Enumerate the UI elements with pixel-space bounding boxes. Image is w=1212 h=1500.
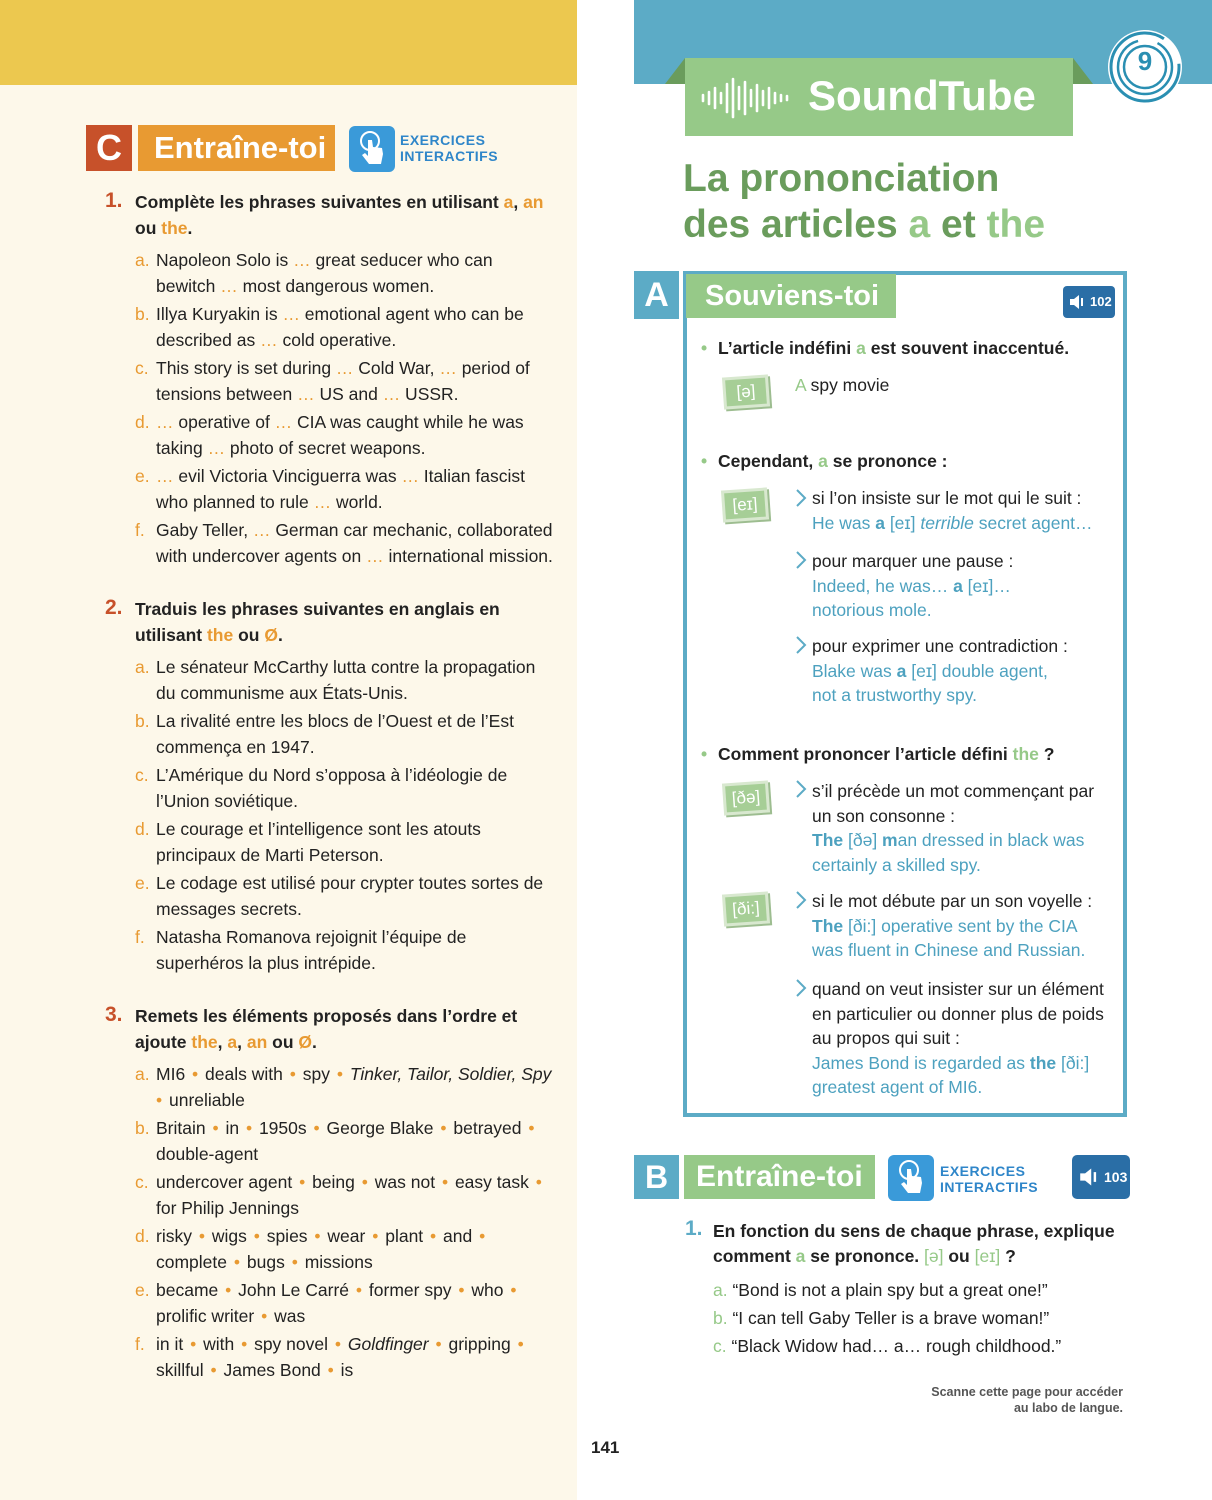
item-letter: b.	[135, 304, 150, 324]
rule-text: si l’on insiste sur le mot qui le suit :	[812, 488, 1082, 508]
badge-line-2: INTERACTIFS	[940, 1179, 1039, 1195]
rule-insist	[812, 486, 1112, 535]
rule-text: quand on veut insister sur un élément en particulier ou donner plus de poids au propos qui suit :	[812, 979, 1104, 1048]
badge-line-1: EXERCICES	[940, 1163, 1026, 1179]
rule-emphasis	[812, 977, 1112, 1100]
left-header-band	[0, 0, 577, 85]
item-text: Napoleon Solo is … great seducer who can bewitch … most dangerous women.	[156, 250, 493, 296]
rule-example: Blake was a [eɪ] double agent,	[812, 660, 1048, 681]
list-item	[135, 655, 555, 706]
list-item	[135, 1170, 555, 1221]
phonetic-tag-the-schwa: [ðə]	[722, 780, 770, 815]
item-text: Le sénateur McCarthy lutta contre la propagation du communisme aux États-Unis.	[156, 657, 536, 703]
item-text: in it • with • spy novel • Goldfinger • gripping • skillful • James Bond • is	[156, 1334, 524, 1380]
left-exercises	[105, 190, 555, 1411]
item-text: … operative of … CIA was caught while he was taking … photo of secret weapons.	[156, 412, 524, 458]
audio-track-102-button[interactable]	[1063, 286, 1115, 318]
exercise-1	[105, 190, 555, 569]
exercise-instruction: Traduis les phrases suivantes en anglais en utilisant the ou Ø.	[135, 599, 500, 645]
item-text: La rivalité entre les blocs de l’Ouest et de l’Est commença en 1947.	[156, 711, 514, 757]
ribbon-fold-left	[665, 58, 685, 84]
item-letter: b.	[135, 1118, 150, 1138]
exercise-number: 3.	[105, 1003, 123, 1026]
exercise-instruction: Remets les éléments proposés dans l’ordre et ajoute the, a, an ou Ø.	[135, 1006, 518, 1052]
chevron-right-icon	[795, 489, 807, 507]
audio-track-103-button[interactable]	[1072, 1155, 1130, 1199]
rule-text: pour marquer une pause :	[812, 551, 1014, 571]
exercise-3	[105, 1004, 555, 1383]
bullet-indefinite-article: • L’article indéfini a est souvent inaccentué.	[718, 338, 1069, 359]
item-letter: d.	[135, 412, 150, 432]
speaker-icon	[1079, 1166, 1101, 1188]
audio-track-number: 103	[1104, 1169, 1128, 1185]
interactive-exercises-label[interactable]	[400, 132, 498, 164]
soundwave-icon	[700, 76, 790, 120]
chevron-right-icon	[795, 780, 807, 798]
phonetic-tag-ei: [eɪ]	[721, 487, 769, 522]
rule-example: The [ðə] man dressed in black was	[812, 830, 1085, 850]
item-letter: e.	[135, 1280, 150, 1300]
list-item	[135, 925, 555, 976]
list-item	[135, 1224, 555, 1275]
page-number: 141	[591, 1438, 620, 1457]
phonetic-tag-schwa: [ə]	[722, 374, 770, 409]
rule-text: s’il précède un mot commençant par un son consonne :	[812, 781, 1095, 826]
interactive-exercises-icon[interactable]	[349, 126, 395, 172]
interactive-exercises-label[interactable]	[940, 1163, 1038, 1195]
rule-example-line-2: certainly a skilled spy.	[812, 854, 981, 875]
rule-consonant	[812, 779, 1112, 877]
interactive-exercises-icon[interactable]	[888, 1155, 934, 1201]
bullet-however: • Cependant, a se prononce :	[718, 451, 948, 472]
item-text: Le codage est utilisé pour crypter toutes sortes de messages secrets.	[156, 873, 544, 919]
list-item	[135, 709, 555, 760]
scan-note	[922, 1384, 1123, 1416]
example-a-spy-movie: A spy movie	[795, 375, 890, 395]
audio-track-number: 102	[1090, 294, 1112, 309]
item-letter: f.	[135, 1334, 145, 1354]
section-b-letter: B	[634, 1155, 679, 1199]
phonetic-tag-the-ii: [ði:]	[722, 891, 770, 926]
chevron-right-icon	[795, 979, 807, 997]
exercise-b1-instruction: En fonction du sens de chaque phrase, explique comment a se prononce. [ə] ou [eɪ] ?	[713, 1221, 1115, 1266]
item-text: became • John Le Carré • former spy • who • prolific writer • was	[156, 1280, 517, 1326]
item-letter: a.	[135, 657, 150, 677]
rule-vowel	[812, 889, 1112, 963]
list-item: a. “Bond is not a plain spy but a great one!”	[713, 1280, 1048, 1300]
rule-example: He was a [eɪ] terrible secret agent…	[812, 512, 1093, 533]
list-item: c. “Black Widow had… a… rough childhood.”	[713, 1336, 1062, 1356]
item-letter: f.	[135, 520, 145, 540]
rule-example-line-2: notorious mole.	[812, 600, 932, 620]
badge-line-2: INTERACTIFS	[400, 148, 499, 164]
list-item	[135, 1062, 555, 1113]
rule-text: si le mot débute par un son voyelle :	[812, 891, 1093, 911]
chevron-right-icon	[795, 891, 807, 909]
exercise-number: 2.	[105, 596, 123, 619]
list-item	[135, 763, 555, 814]
lesson-title	[683, 156, 1045, 248]
ribbon-fold-right	[1073, 58, 1093, 84]
list-item	[135, 518, 555, 569]
exercise-instruction: Complète les phrases suivantes en utilisant a, an ou the.	[135, 192, 544, 238]
list-item	[135, 248, 555, 299]
list-item: b. “I can tell Gaby Teller is a brave woman!”	[713, 1308, 1050, 1328]
rule-example: James Bond is regarded as the [ði:]	[812, 1052, 1090, 1073]
rule-example: The [ði:] operative sent by the CIA	[812, 915, 1078, 936]
exercise-items	[135, 248, 555, 569]
exercise-b1-number: 1.	[685, 1217, 703, 1240]
item-letter: e.	[135, 466, 150, 486]
list-item	[135, 1116, 555, 1167]
list-item	[135, 817, 555, 868]
chapter-number: 9	[1137, 46, 1153, 76]
section-b-title: Entraîne-toi	[684, 1155, 875, 1199]
item-letter: a.	[135, 1064, 150, 1084]
lesson-title-line-2: des articles a et the	[683, 203, 1046, 246]
lesson-title-line-1: La prononciation	[683, 157, 1000, 200]
rule-pause	[812, 549, 1112, 623]
list-item	[135, 1278, 555, 1329]
bullet-definite-article: • Comment prononcer l’article défini the ?	[718, 744, 1054, 765]
rule-example-line-2: not a trustworthy spy.	[812, 685, 978, 705]
section-c-letter: C	[86, 125, 132, 171]
chevron-right-icon	[795, 551, 807, 569]
list-item	[135, 302, 555, 353]
list-item	[135, 464, 555, 515]
rule-text: pour exprimer une contradiction :	[812, 636, 1068, 656]
soundtube-brand: SoundTube	[808, 72, 1036, 119]
list-item	[135, 410, 555, 461]
item-text: risky • wigs • spies • wear • plant • and • complete • bugs • missions	[156, 1226, 486, 1272]
scan-note-line-2: au labo de langue.	[1013, 1401, 1123, 1415]
section-c-title: Entraîne-toi	[138, 125, 335, 171]
rule-example: Indeed, he was… a [eɪ]…	[812, 575, 1011, 596]
item-letter: c.	[135, 765, 149, 785]
exercise-items	[135, 655, 555, 976]
item-text: Britain • in • 1950s • George Blake • betrayed • double-agent	[156, 1118, 535, 1164]
section-a-letter: A	[634, 271, 679, 319]
exercise-2	[105, 597, 555, 976]
item-letter: d.	[135, 1226, 150, 1246]
item-text: … evil Victoria Vinciguerra was … Italian fascist who planned to rule … world.	[156, 466, 525, 512]
exercise-b1-items	[713, 1276, 1123, 1360]
chevron-right-icon	[795, 636, 807, 654]
item-text: Illya Kuryakin is … emotional agent who can be described as … cold operative.	[156, 304, 524, 350]
item-text: L’Amérique du Nord s’opposa à l’idéologie de l’Union soviétique.	[156, 765, 508, 811]
item-text: Natasha Romanova rejoignit l’équipe de superhéros la plus intrépide.	[156, 927, 467, 973]
list-item	[135, 356, 555, 407]
badge-line-1: EXERCICES	[400, 132, 486, 148]
scan-note-line-1: Scanne cette page pour accéder	[931, 1385, 1123, 1399]
list-item	[135, 1332, 555, 1383]
item-letter: e.	[135, 873, 150, 893]
item-text: This story is set during … Cold War, … period of tensions between … US and … USSR.	[156, 358, 530, 404]
item-text: Le courage et l’intelligence sont les atouts principaux de Marti Peterson.	[156, 819, 481, 865]
item-text: MI6 • deals with • spy • Tinker, Tailor, Soldier, Spy • unreliable	[156, 1064, 552, 1110]
rule-contradiction	[812, 634, 1112, 708]
item-letter: c.	[135, 1172, 149, 1192]
rule-example-line-2: was fluent in Chinese and Russian.	[812, 940, 1086, 960]
item-letter: f.	[135, 927, 145, 947]
item-letter: c.	[135, 358, 149, 378]
exercise-number: 1.	[105, 189, 123, 212]
item-letter: b.	[135, 711, 150, 731]
list-item	[135, 871, 555, 922]
item-letter: a.	[135, 250, 150, 270]
rule-example-line-2: greatest agent of MI6.	[812, 1077, 983, 1097]
exercise-items	[135, 1062, 555, 1383]
item-text: Gaby Teller, … German car mechanic, collaborated with undercover agents on … international mission.	[156, 520, 553, 566]
section-a-title: Souviens-toi	[686, 274, 896, 318]
item-letter: d.	[135, 819, 150, 839]
speaker-icon	[1069, 294, 1087, 310]
item-text: undercover agent • being • was not • easy task • for Philip Jennings	[156, 1172, 542, 1218]
